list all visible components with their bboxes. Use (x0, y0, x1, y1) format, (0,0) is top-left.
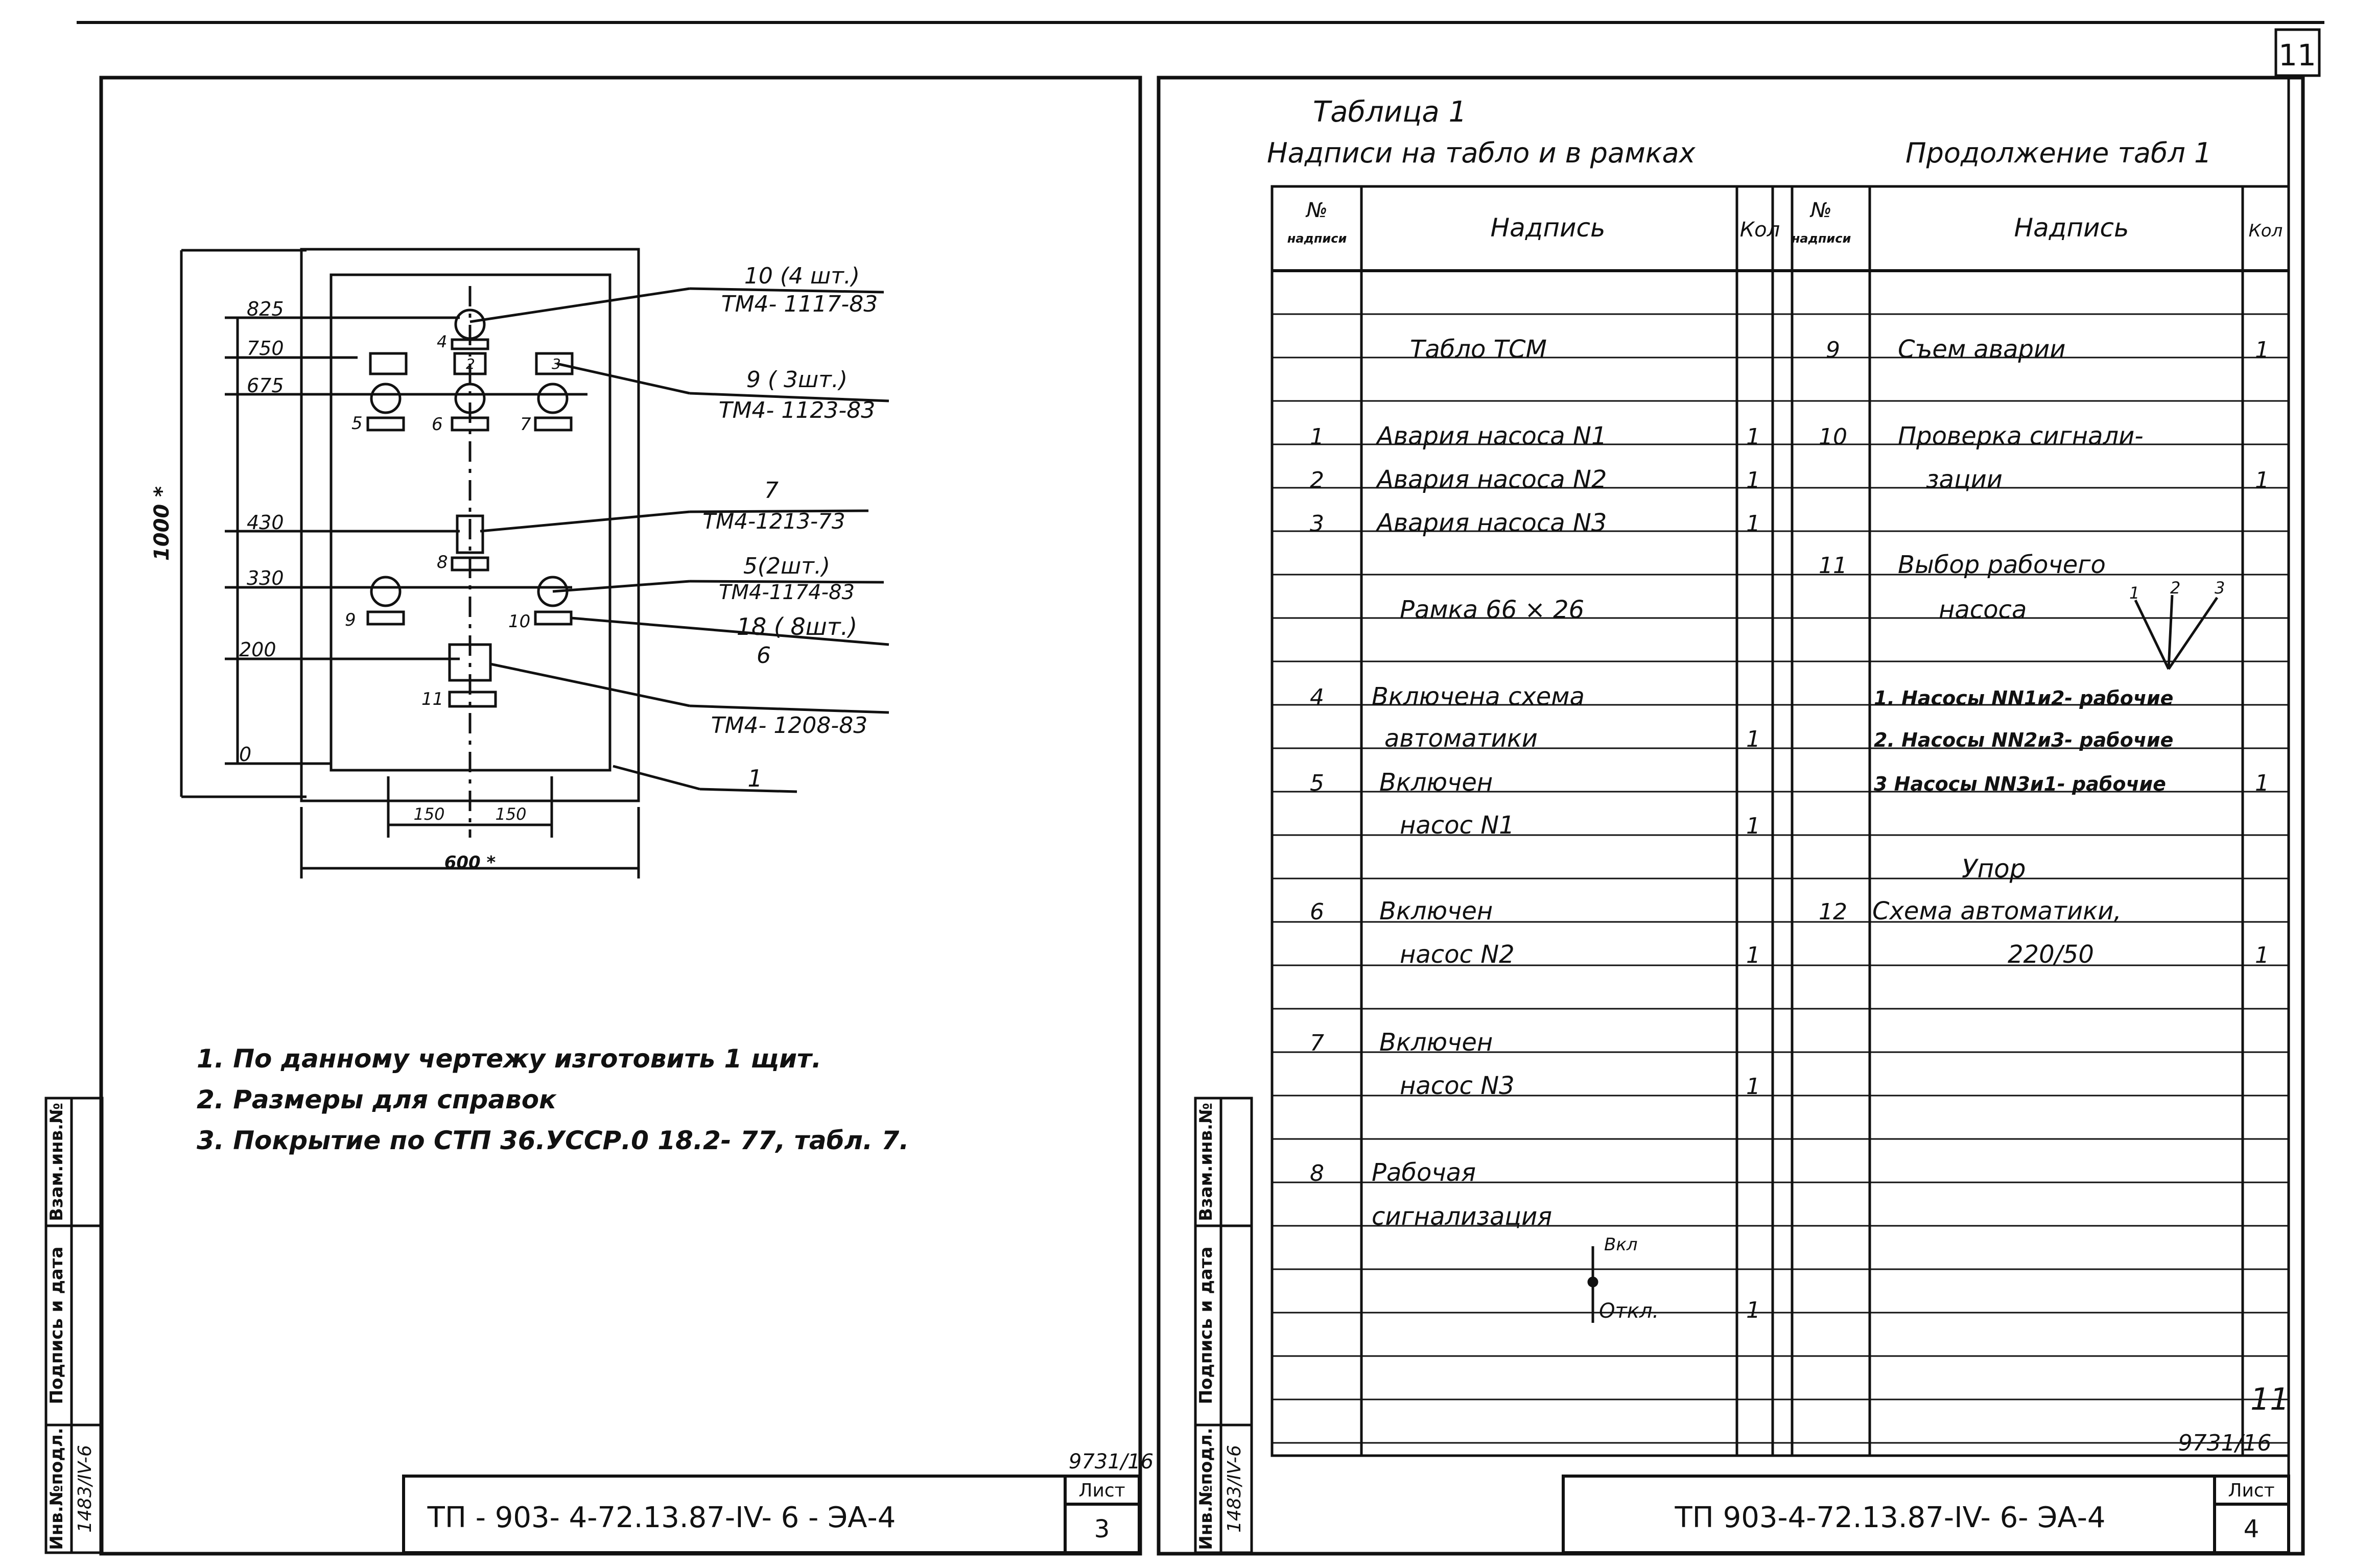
callout-6-top: 6 (757, 643, 771, 669)
left-row-qty: 1 (1746, 467, 1760, 493)
on-off-arrow-dot (1589, 1278, 1597, 1286)
left-row-num: 5 (1310, 770, 1324, 796)
corner-sheet-mark: 11 (2278, 38, 2316, 73)
callout-5-top: 5(2шт.) (743, 553, 831, 579)
item-number-6: 6 (432, 414, 443, 435)
table-title: Таблица 1 (1313, 96, 1467, 129)
leader-1 (613, 766, 700, 789)
left-sheet-label: Лист (1078, 1480, 1125, 1501)
right-row-qty: 1 (2255, 770, 2269, 796)
left-table-frame (1272, 186, 1792, 1456)
right-stamp-inv-label: Инв.№подл. (1196, 1428, 1216, 1550)
left-row-text: автоматики (1384, 724, 1538, 753)
right-row-text: Упор (1962, 854, 2026, 884)
leader-9 (557, 364, 690, 393)
left-header-num-bottom: надписи (1287, 231, 1347, 246)
callout-9-top: 9 ( 3шт.) (746, 367, 848, 393)
left-row-text: насос N2 (1400, 940, 1515, 969)
right-row-num: 11 (1819, 553, 1847, 579)
left-row-num: 7 (1310, 1030, 1324, 1056)
left-row-text: насос N1 (1400, 811, 1515, 840)
right-header-label: Надпись (2014, 213, 2129, 243)
left-row-text: Авария насоса N1 (1377, 422, 1607, 450)
right-row-text: 1. Насосы NN1и2- рабочие (1874, 687, 2174, 709)
left-row-qty: 1 (1746, 511, 1760, 537)
selector-arrow-2 (2169, 595, 2172, 669)
right-row-text: Схема автоматики, (1872, 897, 2122, 925)
item-number-2: 2 (466, 355, 475, 372)
table-continuation: Продолжение табл 1 (1905, 137, 2212, 169)
left-row-qty: 1 (1746, 1074, 1760, 1100)
width-mark-right: 150 (495, 804, 527, 824)
right-row-text: 3 Насосы NN3и1- рабочие (1874, 773, 2166, 795)
left-header-qty: Кол (1739, 218, 1780, 242)
callout-7-top: 7 (764, 478, 779, 504)
left-row-text: Рамка 66 × 26 (1400, 596, 1585, 624)
left-row-num: 4 (1310, 684, 1324, 710)
height-mark-825: 825 (247, 298, 284, 320)
right-stamp-sign-label: Подпись и дата (1196, 1246, 1216, 1405)
item-number-9: 9 (345, 610, 356, 630)
left-sheet-number: 3 (1094, 1515, 1110, 1543)
left-row-text: Откл. (1599, 1299, 1659, 1323)
right-row-text: насоса (1939, 596, 2027, 624)
right-stamp-replace-label: Взам.инв.№ (1196, 1103, 1216, 1221)
right-sheet-number: 4 (2243, 1515, 2260, 1543)
lamp-9 (371, 577, 400, 606)
callout-6-bottom: ТМ4- 1208-83 (711, 712, 868, 739)
left-row-qty: 1 (1746, 424, 1760, 450)
right-row-qty: 1 (2255, 337, 2269, 363)
note-3: 3. Покрытие по СТП 36.УССР.0 18.2- 77, табл. 7. (197, 1126, 909, 1155)
right-title-code: ТП 903-4-72.13.87-IV- 6- ЭА-4 (1675, 1501, 2106, 1534)
right-header-num-top: № (1810, 199, 1832, 222)
right-row-text: Съем аварии (1898, 335, 2066, 364)
height-mark-200: 200 (239, 638, 276, 661)
note-2: 2. Размеры для справок (197, 1085, 556, 1114)
plate-5 (368, 418, 404, 430)
leader-5 (553, 581, 690, 591)
plate-7 (535, 418, 571, 430)
total-height-label: 1000 * (150, 486, 174, 561)
on-off-arrow (1589, 1246, 1597, 1323)
right-bottom-mark: 11 (2250, 1382, 2290, 1417)
width-mark-left: 150 (413, 804, 445, 824)
callout-18-top: 18 ( 8шт.) (736, 613, 858, 640)
right-header-qty: Кол (2248, 221, 2283, 241)
height-mark-330: 330 (247, 567, 284, 589)
right-table-frame (1773, 186, 2289, 1456)
leader-7 (480, 512, 690, 531)
left-stamp-replace-label: Взам.инв.№ (46, 1103, 67, 1221)
left-row-qty: 1 (1746, 726, 1760, 752)
item-number-8: 8 (437, 552, 448, 573)
selector-mark-1: 1 (2129, 583, 2140, 603)
leader-10 (470, 289, 690, 322)
item-number-5: 5 (351, 413, 363, 434)
right-row-text: зации (1926, 465, 2003, 494)
height-mark-0: 0 (239, 743, 252, 766)
height-mark-675: 675 (247, 374, 284, 397)
left-stamp-sign-label: Подпись и дата (46, 1246, 67, 1405)
lamp-5 (371, 384, 400, 413)
selector-arrow-1 (2135, 600, 2169, 669)
item-number-4: 4 (437, 332, 448, 351)
right-header-num-bottom: надписи (1791, 231, 1851, 246)
right-order-number: 9731/16 (2178, 1430, 2272, 1456)
lamp-7 (538, 384, 567, 413)
selector-mark-3: 3 (2215, 578, 2225, 598)
left-table-rows (1310, 335, 1760, 1323)
right-stamp-value: 1483/IV-6 (1224, 1445, 1245, 1533)
left-row-text: Включен (1379, 897, 1493, 925)
plate-10 (535, 612, 571, 624)
right-row-text: Выбор рабочего (1898, 551, 2106, 579)
item-number-11: 11 (421, 689, 444, 709)
left-row-text: Включена схема (1372, 682, 1585, 711)
left-row-text: насос N3 (1400, 1072, 1515, 1100)
item-number-7: 7 (520, 414, 531, 435)
left-sheet (46, 78, 1154, 1554)
callout-9-bottom: ТМ4- 1123-83 (718, 397, 876, 423)
left-row-text: сигнализация (1372, 1202, 1552, 1231)
switch-left (370, 353, 406, 374)
left-row-text: Вкл (1604, 1234, 1638, 1255)
right-sheet-frame (1159, 78, 2303, 1554)
leader-6-shelf (690, 706, 889, 712)
right-row-text: Проверка сигнали- (1898, 422, 2144, 450)
plate-11 (450, 692, 496, 706)
height-mark-430: 430 (247, 511, 284, 534)
left-row-num: 1 (1310, 424, 1324, 450)
left-order-number: 9731/16 (1068, 1450, 1154, 1474)
right-row-num: 12 (1819, 899, 1847, 925)
left-row-qty: 1 (1746, 1297, 1760, 1323)
selector-arrows (2135, 595, 2217, 669)
left-row-text: Авария насоса N3 (1377, 509, 1607, 537)
left-row-qty: 1 (1746, 942, 1760, 968)
leader-6 (490, 664, 690, 706)
right-row-num: 10 (1819, 424, 1847, 450)
note-1: 1. По данному чертежу изготовить 1 щит. (197, 1044, 821, 1074)
left-row-qty: 1 (1746, 813, 1760, 839)
right-sheet (1159, 78, 2303, 1554)
height-mark-750: 750 (247, 337, 284, 360)
left-header-num-top: № (1306, 199, 1328, 222)
left-row-text: Рабочая (1372, 1158, 1476, 1187)
left-title-code: ТП - 903- 4-72.13.87-IV- 6 - ЭА-4 (427, 1501, 896, 1534)
callout-10-bottom: ТМ4- 1117-83 (721, 291, 878, 317)
right-row-text: 2. Насосы NN2и3- рабочие (1874, 729, 2174, 751)
right-sheet-label: Лист (2228, 1480, 2275, 1501)
callout-7-bottom: ТМ4-1213-73 (702, 509, 845, 534)
selector-arrow-3 (2169, 598, 2217, 669)
right-row-qty: 1 (2255, 467, 2269, 493)
total-width-label: 600 * (444, 852, 496, 873)
selector-mark-2: 2 (2170, 578, 2181, 598)
left-row-num: 2 (1310, 467, 1324, 493)
right-row-text: 220/50 (2008, 940, 2094, 969)
left-header-label: Надпись (1490, 213, 1606, 243)
left-row-num: 6 (1310, 899, 1324, 925)
left-row-text: Включен (1379, 768, 1493, 797)
item-number-3: 3 (552, 355, 561, 372)
right-table-rows (1819, 335, 2269, 969)
callout-5-bottom: ТМ4-1174-83 (719, 581, 855, 604)
item-number-10: 10 (508, 611, 531, 632)
left-row-text: Авария насоса N2 (1377, 465, 1607, 494)
callout-10-top: 10 (4 шт.) (744, 263, 860, 289)
left-row-text: Включен (1379, 1028, 1493, 1057)
table-subtitle: Надписи на табло и в рамках (1267, 137, 1696, 169)
callout-1-top: 1 (747, 765, 763, 792)
left-row-num: 8 (1310, 1160, 1324, 1186)
right-row-num: 9 (1826, 337, 1840, 363)
plate-9 (368, 612, 404, 624)
left-row-num: 3 (1310, 511, 1324, 537)
left-stamp-value: 1483/IV-6 (75, 1445, 96, 1533)
right-row-qty: 1 (2255, 942, 2269, 968)
left-row-text: Табло ТСМ (1410, 335, 1547, 364)
left-stamp-inv-label: Инв.№подл. (46, 1428, 67, 1550)
